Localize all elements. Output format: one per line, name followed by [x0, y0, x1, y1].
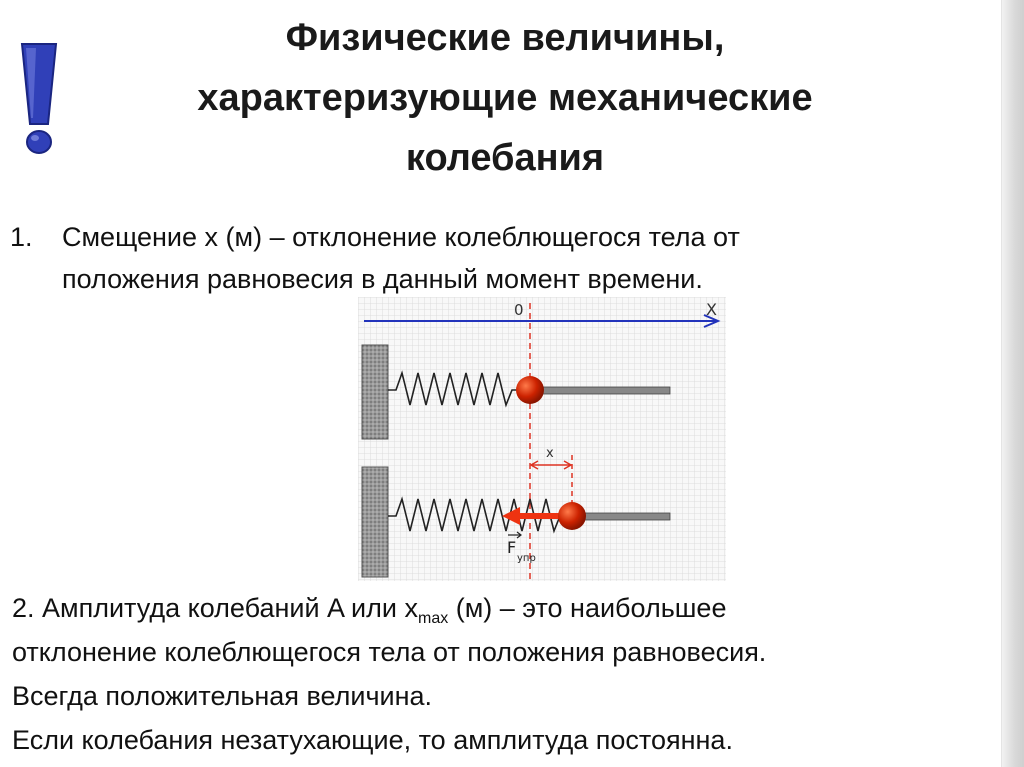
- item1-line-2: положения равновесия в данный момент времени.: [62, 264, 703, 294]
- amplitude-prefix: 2. Амплитуда колебаний A или x: [12, 593, 418, 623]
- wall-bottom: [362, 467, 388, 577]
- title-line-1: Физические величины,: [285, 17, 725, 59]
- force-symbol: F: [507, 538, 517, 557]
- item1-line-1: Смещение x (м) – отклонение колеблющегося тела от: [62, 222, 740, 252]
- mass-ball-bottom: [558, 502, 586, 530]
- list-number: 1.: [10, 222, 33, 252]
- item2-line-3: Всегда положительная величина.: [12, 681, 433, 711]
- item2-line-1: [12, 586, 992, 630]
- slide-edge-shadow: [1002, 0, 1024, 767]
- force-subscript: упр: [517, 553, 536, 564]
- slide-title: [70, 8, 940, 188]
- item2-line-4: Если колебания незатухающие, то амплитуда постоянна.: [12, 725, 733, 755]
- wall-top: [362, 345, 388, 439]
- amplitude-suffix: (м) – это наибольшее: [448, 593, 727, 623]
- displacement-label: x: [546, 446, 554, 461]
- origin-label: 0: [514, 301, 524, 319]
- rod-top: [530, 387, 670, 394]
- spring-mass-diagram: [358, 297, 726, 581]
- mass-ball-top: [516, 376, 544, 404]
- rod-bottom: [572, 513, 670, 520]
- exclamation-icon: [14, 38, 64, 158]
- title-line-3: колебания: [405, 137, 605, 179]
- amplitude-subscript: max: [417, 610, 449, 627]
- title-line-2: характеризующие механические: [197, 77, 813, 119]
- amplitude-paragraph: [12, 586, 992, 762]
- list-item-text: [62, 216, 942, 300]
- item2-line-2: отклонение колеблющегося тела от положения равновесия.: [12, 637, 767, 667]
- axis-label: X: [706, 300, 717, 319]
